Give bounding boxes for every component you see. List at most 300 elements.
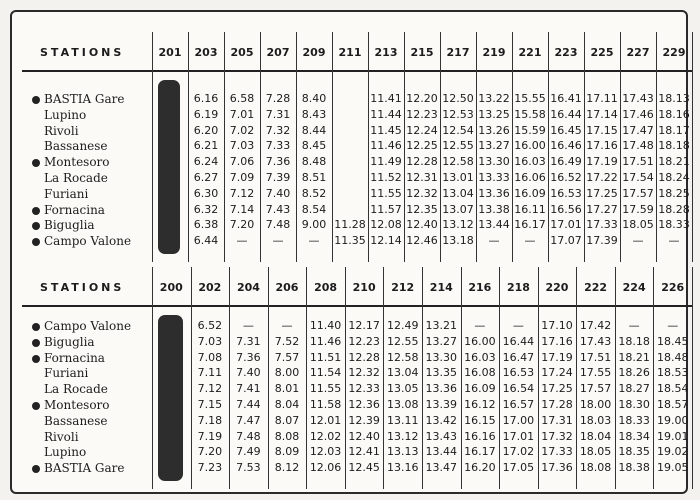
departure-time: 16.47 <box>502 350 535 364</box>
timetable-row <box>22 108 692 124</box>
departure-time: 18.48 <box>656 350 689 364</box>
departure-time: 6.38 <box>193 218 219 232</box>
departure-time: 17.00 <box>502 413 535 427</box>
train-number: 215 <box>410 46 434 59</box>
station-name: Montesoro <box>44 398 110 412</box>
departure-time: 12.54 <box>442 123 474 137</box>
departure-time: 17.39 <box>586 234 618 248</box>
station-dot-icon <box>32 238 40 246</box>
column-divider <box>692 267 693 489</box>
departure-time: 17.33 <box>586 218 618 232</box>
departure-time: 7.20 <box>197 445 223 459</box>
departure-time: 17.59 <box>622 202 654 216</box>
departure-time: 12.32 <box>406 186 438 200</box>
departure-time: 12.49 <box>386 319 419 332</box>
train-number: 220 <box>545 281 569 294</box>
train-number: 222 <box>584 281 608 294</box>
train-number: 225 <box>590 46 614 59</box>
departure-time: 17.07 <box>550 234 582 248</box>
departure-time: 11.35 <box>334 234 366 248</box>
station-dot-icon <box>32 339 40 347</box>
departure-time: 7.08 <box>197 350 223 364</box>
departure-time: 11.46 <box>370 139 402 153</box>
train-number: 224 <box>622 281 646 294</box>
departure-time: 12.33 <box>348 382 380 396</box>
train-number: 214 <box>429 281 453 294</box>
departure-time: 17.28 <box>541 398 573 411</box>
departure-time: 17.43 <box>579 334 612 348</box>
departure-time: 12.40 <box>348 429 380 443</box>
departure-time: 18.33 <box>618 413 650 427</box>
departure-time: 7.23 <box>197 461 223 475</box>
departure-time: 11.58 <box>309 398 342 411</box>
departure-time: 16.16 <box>464 429 496 443</box>
departure-time: — <box>308 234 320 248</box>
departure-time: 13.12 <box>386 429 419 443</box>
departure-time: 16.11 <box>514 202 546 216</box>
departure-time: 17.22 <box>586 171 618 184</box>
departure-time: 17.01 <box>550 218 582 232</box>
departure-time: 17.43 <box>622 92 654 105</box>
station-name: Furiani <box>44 186 89 201</box>
station-name: La Rocade <box>44 382 108 397</box>
departure-time: 18.24 <box>658 171 690 184</box>
departure-time: 19.01 <box>656 429 689 443</box>
departure-time: 13.25 <box>478 107 510 121</box>
departure-time: 17.25 <box>541 382 573 396</box>
train-number: 209 <box>302 46 326 59</box>
station-name: Bassanese <box>44 139 108 154</box>
departure-time: 19.02 <box>656 445 689 459</box>
train-number: 218 <box>506 281 530 294</box>
departure-time: 7.03 <box>197 334 223 348</box>
station-name: BASTIA Gare <box>44 92 125 106</box>
departure-time: 7.53 <box>236 461 261 475</box>
departure-time: 13.43 <box>425 429 458 443</box>
timetable-row <box>22 92 692 108</box>
departure-time: 7.33 <box>265 139 291 153</box>
departure-time: 16.57 <box>502 398 535 411</box>
departure-time: 12.35 <box>406 202 438 216</box>
departure-time: 17.51 <box>579 350 612 364</box>
departure-time: 8.04 <box>274 398 300 411</box>
departure-time: 7.19 <box>197 429 223 443</box>
departure-time: 13.27 <box>425 334 458 348</box>
departure-time: 13.44 <box>425 445 458 459</box>
departure-time: 18.45 <box>656 334 689 348</box>
stations-header-label: STATIONS <box>40 46 125 59</box>
departure-time: — <box>236 234 248 248</box>
departure-time: 19.05 <box>656 461 689 475</box>
departure-time: 8.00 <box>274 366 300 380</box>
departure-time: 18.28 <box>658 202 690 216</box>
departure-time: 12.28 <box>348 350 380 364</box>
departure-time: 7.12 <box>229 186 255 200</box>
departure-time: 18.05 <box>622 218 654 232</box>
departure-time: 13.30 <box>478 155 510 169</box>
departure-time: — <box>281 319 293 332</box>
departure-time: 8.08 <box>274 429 300 443</box>
departure-time: 13.38 <box>478 202 510 216</box>
departure-time: 7.40 <box>265 186 291 200</box>
departure-time: 8.40 <box>301 92 327 105</box>
departure-time: 16.00 <box>514 139 546 153</box>
departure-time: 17.19 <box>586 155 618 169</box>
departure-time: 16.56 <box>550 202 582 216</box>
departure-time: 13.04 <box>386 366 419 380</box>
departure-time: 18.53 <box>656 366 689 380</box>
departure-time: 13.04 <box>442 186 474 200</box>
departure-time: 7.31 <box>236 334 261 348</box>
departure-time: 7.32 <box>265 123 291 137</box>
departure-time: 8.01 <box>274 382 300 396</box>
departure-time: 7.14 <box>229 202 255 216</box>
departure-time: 16.53 <box>550 186 582 200</box>
departure-time: 11.28 <box>334 218 366 232</box>
departure-time: 16.15 <box>464 413 496 427</box>
departure-time: 17.16 <box>586 139 618 153</box>
departure-time: 13.36 <box>478 186 510 200</box>
departure-time: 16.44 <box>502 334 535 348</box>
timetable-row <box>22 203 692 219</box>
departure-time: 12.55 <box>386 334 419 348</box>
departure-time: 18.13 <box>658 92 690 105</box>
departure-time: 17.32 <box>541 429 573 443</box>
departure-time: 17.02 <box>502 445 535 459</box>
departure-time: 16.49 <box>550 155 582 169</box>
departure-time: 7.40 <box>236 366 261 380</box>
departure-time: 12.31 <box>406 171 438 184</box>
departure-time: 18.21 <box>658 155 690 169</box>
departure-time: 6.27 <box>193 171 219 184</box>
departure-time: 6.20 <box>193 123 219 137</box>
departure-time: 16.03 <box>464 350 496 364</box>
station-dot-icon <box>32 323 40 331</box>
station-name: Fornacina <box>44 202 105 217</box>
departure-time: 13.05 <box>386 382 419 396</box>
departure-time: 17.24 <box>541 366 573 380</box>
departure-time: 12.41 <box>348 445 380 459</box>
stations-header-label: STATIONS <box>40 281 125 294</box>
departure-time: 18.18 <box>658 139 690 153</box>
timetable-row <box>22 218 692 234</box>
departure-time: — <box>628 319 640 332</box>
station-name: Rivoli <box>44 123 79 138</box>
departure-time: 16.17 <box>514 218 546 232</box>
departure-time: 18.35 <box>618 445 650 459</box>
departure-time: 13.13 <box>386 445 419 459</box>
departure-time: 12.23 <box>348 334 380 348</box>
departure-time: — <box>512 319 524 332</box>
station-name: Fornacina <box>44 350 105 365</box>
timetable-row <box>22 398 692 414</box>
departure-time: 7.52 <box>274 334 300 348</box>
departure-time: 7.43 <box>265 202 291 216</box>
departure-time: 18.18 <box>618 334 650 348</box>
departure-time: 12.25 <box>406 139 438 153</box>
departure-time: 17.51 <box>622 155 654 169</box>
departure-time: 13.44 <box>478 218 510 232</box>
departure-time: 11.57 <box>370 202 402 216</box>
train-number: 203 <box>194 46 218 59</box>
departure-time: 17.14 <box>586 107 618 121</box>
timetable-row <box>22 366 692 382</box>
station-dot-icon <box>32 465 40 473</box>
departure-time: 16.12 <box>464 398 496 411</box>
train-number: 219 <box>482 46 506 59</box>
departure-time: 16.09 <box>464 382 496 396</box>
departure-time: — <box>632 234 644 248</box>
timetable-row <box>22 430 692 446</box>
departure-time: 6.24 <box>193 155 219 169</box>
departure-time: 17.48 <box>622 139 654 153</box>
departure-time: 16.09 <box>514 186 546 200</box>
column-divider <box>692 32 693 262</box>
departure-time: 13.16 <box>386 461 419 475</box>
departure-time: 13.27 <box>478 139 510 153</box>
station-name: Furiani <box>44 366 89 381</box>
departure-time: 12.06 <box>309 461 342 475</box>
departure-time: 18.16 <box>658 107 690 121</box>
departure-time: 11.52 <box>370 171 402 184</box>
departure-time: 11.55 <box>309 382 342 396</box>
departure-time: 13.39 <box>425 398 458 411</box>
train-number: 210 <box>352 281 376 294</box>
train-number: 207 <box>266 46 290 59</box>
departure-time: 7.44 <box>236 398 261 411</box>
departure-time: 12.36 <box>348 398 380 411</box>
departure-time: 12.32 <box>348 366 380 380</box>
departure-time: 17.57 <box>622 186 654 200</box>
departure-time: 16.00 <box>464 334 496 348</box>
departure-time: 12.17 <box>348 319 380 332</box>
departure-time: 7.48 <box>236 429 261 443</box>
departure-time: 18.04 <box>579 429 612 443</box>
departure-time: 6.58 <box>229 92 255 105</box>
departure-time: 15.55 <box>514 92 546 105</box>
departure-time: 17.01 <box>502 429 535 443</box>
departure-time: 17.47 <box>622 123 654 137</box>
departure-time: 13.33 <box>478 171 510 184</box>
departure-time: 11.46 <box>309 334 342 348</box>
departure-time: 18.38 <box>618 461 650 475</box>
departure-time: 18.30 <box>618 398 650 411</box>
train-number: 206 <box>275 281 299 294</box>
departure-time: 17.27 <box>586 202 618 216</box>
departure-time: 7.57 <box>274 350 300 364</box>
departure-time: 18.17 <box>658 123 690 137</box>
departure-time: 13.01 <box>442 171 474 184</box>
departure-time: 17.54 <box>622 171 654 184</box>
departure-time: 7.03 <box>229 139 255 153</box>
train-number: 221 <box>518 46 542 59</box>
departure-time: 12.08 <box>370 218 402 232</box>
train-number: 202 <box>198 281 222 294</box>
departure-time: 12.40 <box>406 218 438 232</box>
departure-time: 16.53 <box>502 366 535 380</box>
departure-time: 9.00 <box>301 218 327 232</box>
departure-time: 12.53 <box>442 107 474 121</box>
departure-time: 6.32 <box>193 202 219 216</box>
departure-time: 13.36 <box>425 382 458 396</box>
departure-time: 6.44 <box>193 234 219 248</box>
departure-time: 18.54 <box>656 382 689 396</box>
departure-time: 17.16 <box>541 334 573 348</box>
departure-time: 7.39 <box>265 171 291 184</box>
timetable-row <box>22 171 692 187</box>
station-name: Bassanese <box>44 413 108 428</box>
departure-time: 18.27 <box>618 382 650 396</box>
timetable-row <box>22 124 692 140</box>
departure-time: 12.50 <box>442 92 474 105</box>
departure-time: 18.05 <box>579 445 612 459</box>
departure-time: 7.15 <box>197 398 223 411</box>
departure-time: 7.18 <box>197 413 223 427</box>
station-dot-icon <box>32 402 40 410</box>
departure-time: — <box>524 234 536 248</box>
departure-time: 17.25 <box>586 186 618 200</box>
timetable-row <box>22 414 692 430</box>
departure-time: 18.57 <box>656 398 689 411</box>
departure-time: 16.44 <box>550 107 582 121</box>
station-name: Biguglia <box>44 334 95 349</box>
departure-time: 7.06 <box>229 155 255 169</box>
departure-time: 17.42 <box>579 319 612 332</box>
departure-time: — <box>474 319 486 332</box>
departure-time: 16.06 <box>514 171 546 184</box>
timetable-row <box>22 187 692 203</box>
departure-time: 16.20 <box>464 461 496 475</box>
departure-time: 16.52 <box>550 171 582 184</box>
departure-time: 7.09 <box>229 171 255 184</box>
departure-time: 7.48 <box>265 218 291 232</box>
train-number: 217 <box>446 46 470 59</box>
station-name: Campo Valone <box>44 234 132 249</box>
train-number: 201 <box>158 46 182 59</box>
timetable-row <box>22 335 692 351</box>
train-number: 200 <box>159 281 183 294</box>
departure-time: 17.19 <box>541 350 573 364</box>
departure-time: 8.51 <box>301 171 327 184</box>
departure-time: 12.23 <box>406 107 438 121</box>
departure-time: 12.46 <box>406 234 438 248</box>
departure-time: 12.14 <box>370 234 402 248</box>
train-number: 227 <box>626 46 650 59</box>
station-dot-icon <box>32 96 40 104</box>
departure-time: 12.58 <box>386 350 419 364</box>
departure-time: 13.22 <box>478 92 510 105</box>
departure-time: 13.21 <box>425 319 458 332</box>
departure-time: — <box>667 319 679 332</box>
departure-time: 11.55 <box>370 186 402 200</box>
departure-time: 13.47 <box>425 461 458 475</box>
departure-time: 6.16 <box>193 92 219 105</box>
departure-time: 12.39 <box>348 413 380 427</box>
departure-time: 7.49 <box>236 445 261 459</box>
departure-time: 13.26 <box>478 123 510 137</box>
train-number: 212 <box>391 281 415 294</box>
train-number: 216 <box>468 281 492 294</box>
timetable-row <box>22 351 692 367</box>
train-number: 226 <box>661 281 685 294</box>
timetable-lower <box>22 267 692 489</box>
departure-time: 16.46 <box>550 139 582 153</box>
station-name: Rivoli <box>44 429 79 444</box>
departure-time: 11.49 <box>370 155 402 169</box>
departure-time: 8.09 <box>274 445 300 459</box>
train-number: 213 <box>374 46 398 59</box>
timetable-row <box>22 319 692 335</box>
departure-time: 17.31 <box>541 413 573 427</box>
departure-time: 17.05 <box>502 461 535 475</box>
departure-time: 6.30 <box>193 186 219 200</box>
departure-time: 6.19 <box>193 107 219 121</box>
departure-time: 17.46 <box>622 107 654 121</box>
departure-time: 7.28 <box>265 92 291 105</box>
departure-time: 16.45 <box>550 123 582 137</box>
departure-time: 13.11 <box>386 413 419 427</box>
departure-time: 8.45 <box>301 139 327 153</box>
departure-time: 11.41 <box>370 92 402 105</box>
departure-time: 7.36 <box>236 350 261 364</box>
departure-time: 17.57 <box>579 382 612 396</box>
departure-time: 13.08 <box>386 398 419 411</box>
departure-time: 18.34 <box>618 429 650 443</box>
train-number: 211 <box>338 46 362 59</box>
departure-time: 6.52 <box>197 319 223 332</box>
departure-time: 18.26 <box>618 366 650 380</box>
departure-time: 7.31 <box>265 107 291 121</box>
departure-time: 8.07 <box>274 413 300 427</box>
timetable-row <box>22 234 692 250</box>
departure-time: 11.40 <box>309 319 342 332</box>
station-name: Campo Valone <box>44 319 132 333</box>
departure-time: 16.41 <box>550 92 582 105</box>
departure-time: 8.12 <box>274 461 300 475</box>
departure-time: 7.01 <box>229 107 255 121</box>
timetable-row <box>22 139 692 155</box>
departure-time: 7.47 <box>236 413 261 427</box>
departure-time: 16.17 <box>464 445 496 459</box>
departure-time: 6.21 <box>193 139 219 153</box>
departure-time: 12.01 <box>309 413 342 427</box>
departure-time: 11.54 <box>309 366 342 380</box>
departure-time: 13.35 <box>425 366 458 380</box>
header-divider <box>22 70 692 72</box>
departure-time: 18.03 <box>579 413 612 427</box>
departure-time: 19.00 <box>656 413 689 427</box>
station-name: Lupino <box>44 445 87 460</box>
departure-time: 13.42 <box>425 413 458 427</box>
timetable-row <box>22 461 692 477</box>
departure-time: 13.12 <box>442 218 474 232</box>
timetable-row <box>22 382 692 398</box>
departure-time: 18.08 <box>579 461 612 475</box>
station-name: La Rocade <box>44 171 108 185</box>
timetable-sheet <box>10 10 688 494</box>
departure-time: 7.11 <box>197 366 223 380</box>
departure-time: 18.00 <box>579 398 612 411</box>
departure-time: 7.36 <box>265 155 291 169</box>
timetable-upper <box>22 32 692 262</box>
departure-time: 8.44 <box>301 123 327 137</box>
departure-time: 8.54 <box>301 202 327 216</box>
departure-time: 17.55 <box>579 366 612 380</box>
departure-time: 18.33 <box>658 218 690 232</box>
departure-time: 17.10 <box>541 319 573 332</box>
train-number: 205 <box>230 46 254 59</box>
departure-time: 13.30 <box>425 350 458 364</box>
